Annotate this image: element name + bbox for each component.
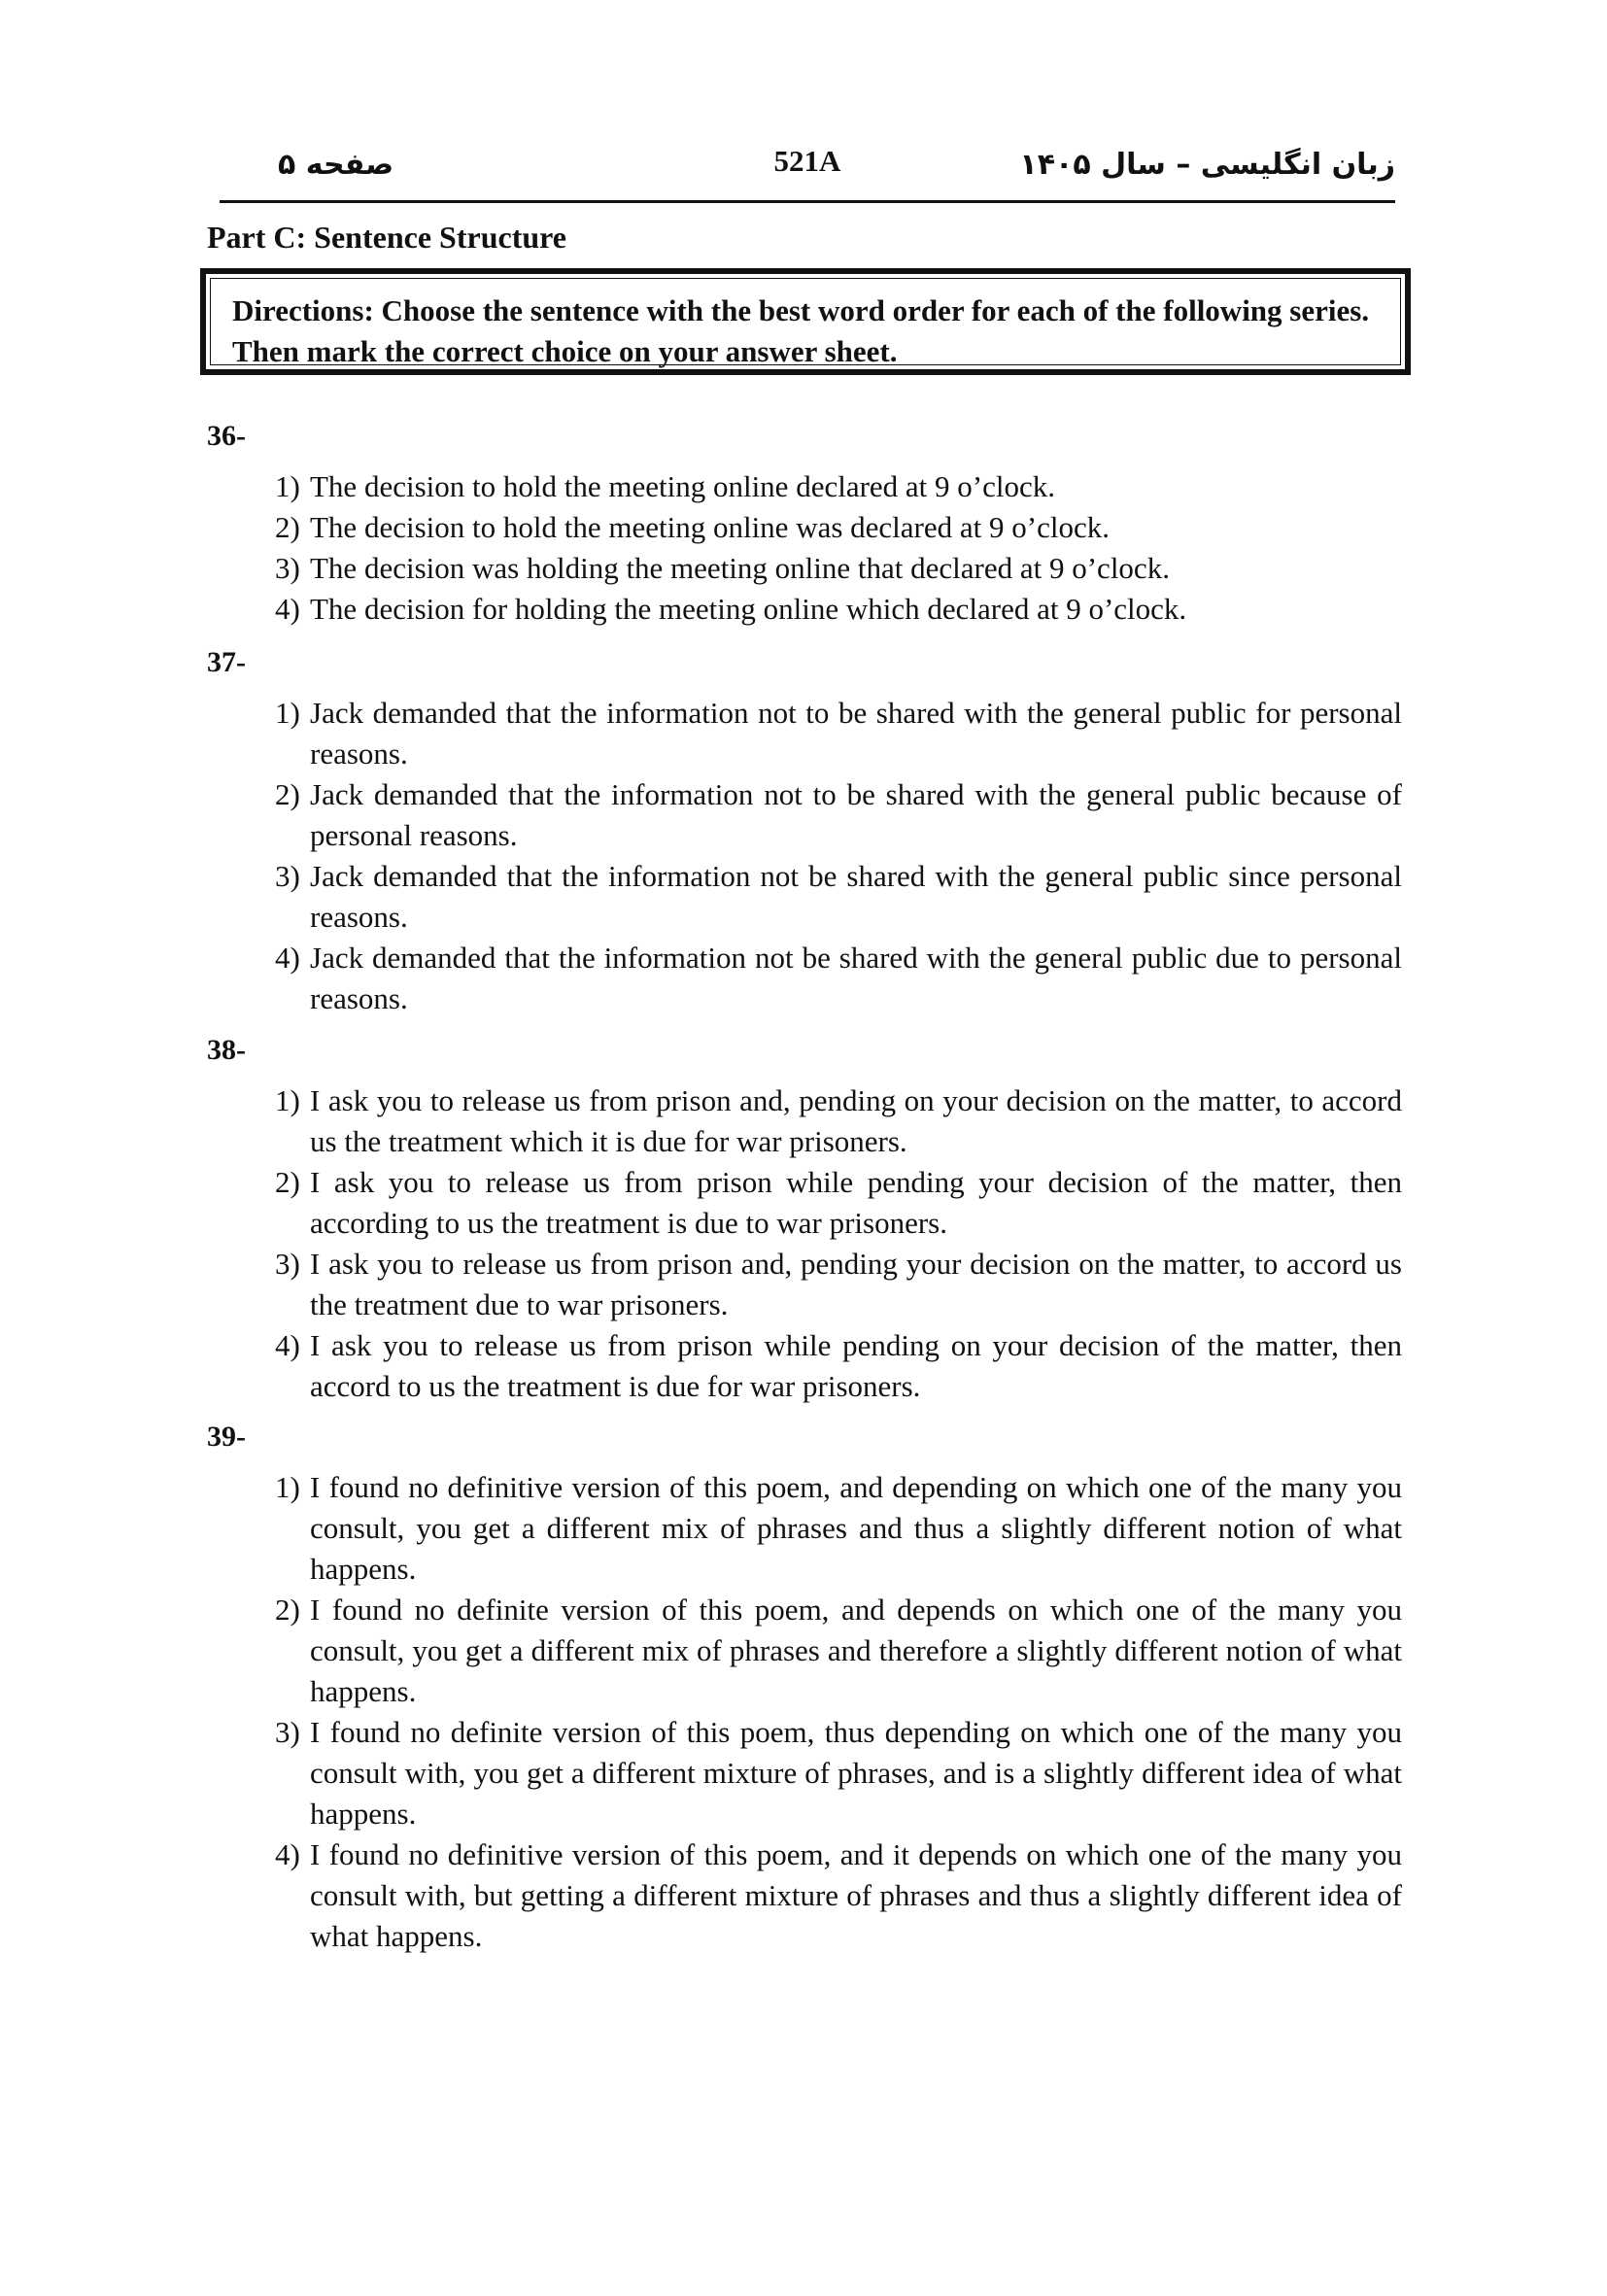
option-label: 3) (275, 859, 300, 893)
option-text: Jack demanded that the information not be shared with the general public due to personal reasons. (310, 941, 1402, 1015)
question-36 (207, 420, 1402, 630)
option-label: 4) (275, 941, 300, 975)
question-38 (207, 1034, 1402, 1407)
option-text: The decision for holding the meeting online which declared at 9 o’clock. (310, 592, 1187, 626)
option-2[interactable] (275, 1590, 1402, 1712)
option-1[interactable] (275, 466, 1402, 507)
option-text: I ask you to release us from prison and, pending on your decision on the matter, to accord us the treatment which it is due for war prisoners. (310, 1083, 1402, 1158)
option-text: I found no definite version of this poem, thus depending on which one of the many you consult with, you get a different mixture of phrases, and is a slightly different idea of what happens. (310, 1715, 1402, 1831)
option-text: I found no definitive version of this poem, and it depends on which one of the many you consult with, but getting a different mixture of phrases and thus a slightly different idea of what happens. (310, 1837, 1402, 1953)
header-divider (220, 200, 1395, 203)
option-list (275, 693, 1402, 1019)
option-2[interactable] (275, 507, 1402, 548)
option-text: I ask you to release us from prison while pending your decision of the matter, then according to us the treatment is due to war prisoners. (310, 1165, 1402, 1240)
question-37 (207, 646, 1402, 1019)
directions-text: Directions: Choose the sentence with the best word order for each of the following series. Then mark the correct choice on your answer sheet. (210, 278, 1401, 365)
option-text: Jack demanded that the information not be shared with the general public since personal reasons. (310, 859, 1402, 934)
option-1[interactable] (275, 1080, 1402, 1162)
directions-box (200, 268, 1411, 375)
option-label: 3) (275, 1715, 300, 1749)
option-label: 1) (275, 1470, 300, 1504)
option-3[interactable] (275, 1244, 1402, 1325)
question-number: 39- (207, 1421, 246, 1453)
option-label: 2) (275, 1165, 300, 1199)
option-4[interactable] (275, 938, 1402, 1019)
option-label: 3) (275, 1247, 300, 1281)
option-text: Jack demanded that the information not to be shared with the general public for personal reasons. (310, 696, 1402, 771)
option-label: 1) (275, 1083, 300, 1117)
option-label: 4) (275, 1837, 300, 1871)
option-4[interactable] (275, 1325, 1402, 1407)
option-label: 3) (275, 551, 300, 585)
option-label: 1) (275, 696, 300, 730)
option-label: 2) (275, 510, 300, 544)
option-text: I ask you to release us from prison while pending on your decision of the matter, then accord to us the treatment is due for war prisoners. (310, 1328, 1402, 1403)
option-text: I found no definitive version of this poem, and depending on which one of the many you consult, you get a different mix of phrases and thus a slightly different notion of what happens. (310, 1470, 1402, 1586)
option-1[interactable] (275, 1467, 1402, 1590)
option-text: The decision to hold the meeting online was declared at 9 o’clock. (310, 510, 1110, 544)
question-number: 38- (207, 1034, 246, 1066)
option-list (275, 466, 1402, 630)
page-number-label: صفحه ۵ (278, 148, 394, 182)
option-label: 2) (275, 1593, 300, 1627)
page-header (220, 142, 1395, 190)
option-label: 4) (275, 1328, 300, 1362)
section-title: Part C: Sentence Structure (207, 220, 566, 255)
option-label: 2) (275, 777, 300, 811)
option-1[interactable] (275, 693, 1402, 774)
option-label: 1) (275, 469, 300, 503)
option-2[interactable] (275, 1162, 1402, 1244)
option-list (275, 1080, 1402, 1407)
option-4[interactable] (275, 1834, 1402, 1957)
option-text: I ask you to release us from prison and, pending your decision on the matter, to accord us the treatment due to war prisoners. (310, 1247, 1402, 1321)
option-3[interactable] (275, 548, 1402, 589)
option-text: I found no definite version of this poem, and depends on which one of the many you consult, you get a different mix of phrases and therefore a slightly different notion of what happens. (310, 1593, 1402, 1708)
option-2[interactable] (275, 774, 1402, 856)
option-3[interactable] (275, 1712, 1402, 1834)
question-number: 37- (207, 646, 246, 678)
subject-year-label: زبان انگلیسی – سال ۱۴۰۵ (1019, 148, 1395, 182)
option-text: Jack demanded that the information not to be shared with the general public because of personal reasons. (310, 777, 1402, 852)
booklet-code: 521A (773, 144, 841, 178)
question-number: 36- (207, 420, 246, 452)
option-4[interactable] (275, 589, 1402, 630)
option-text: The decision to hold the meeting online declared at 9 o’clock. (310, 469, 1055, 503)
option-label: 4) (275, 592, 300, 626)
option-text: The decision was holding the meeting online that declared at 9 o’clock. (310, 551, 1170, 585)
question-39 (207, 1421, 1402, 1957)
option-list (275, 1467, 1402, 1957)
option-3[interactable] (275, 856, 1402, 938)
